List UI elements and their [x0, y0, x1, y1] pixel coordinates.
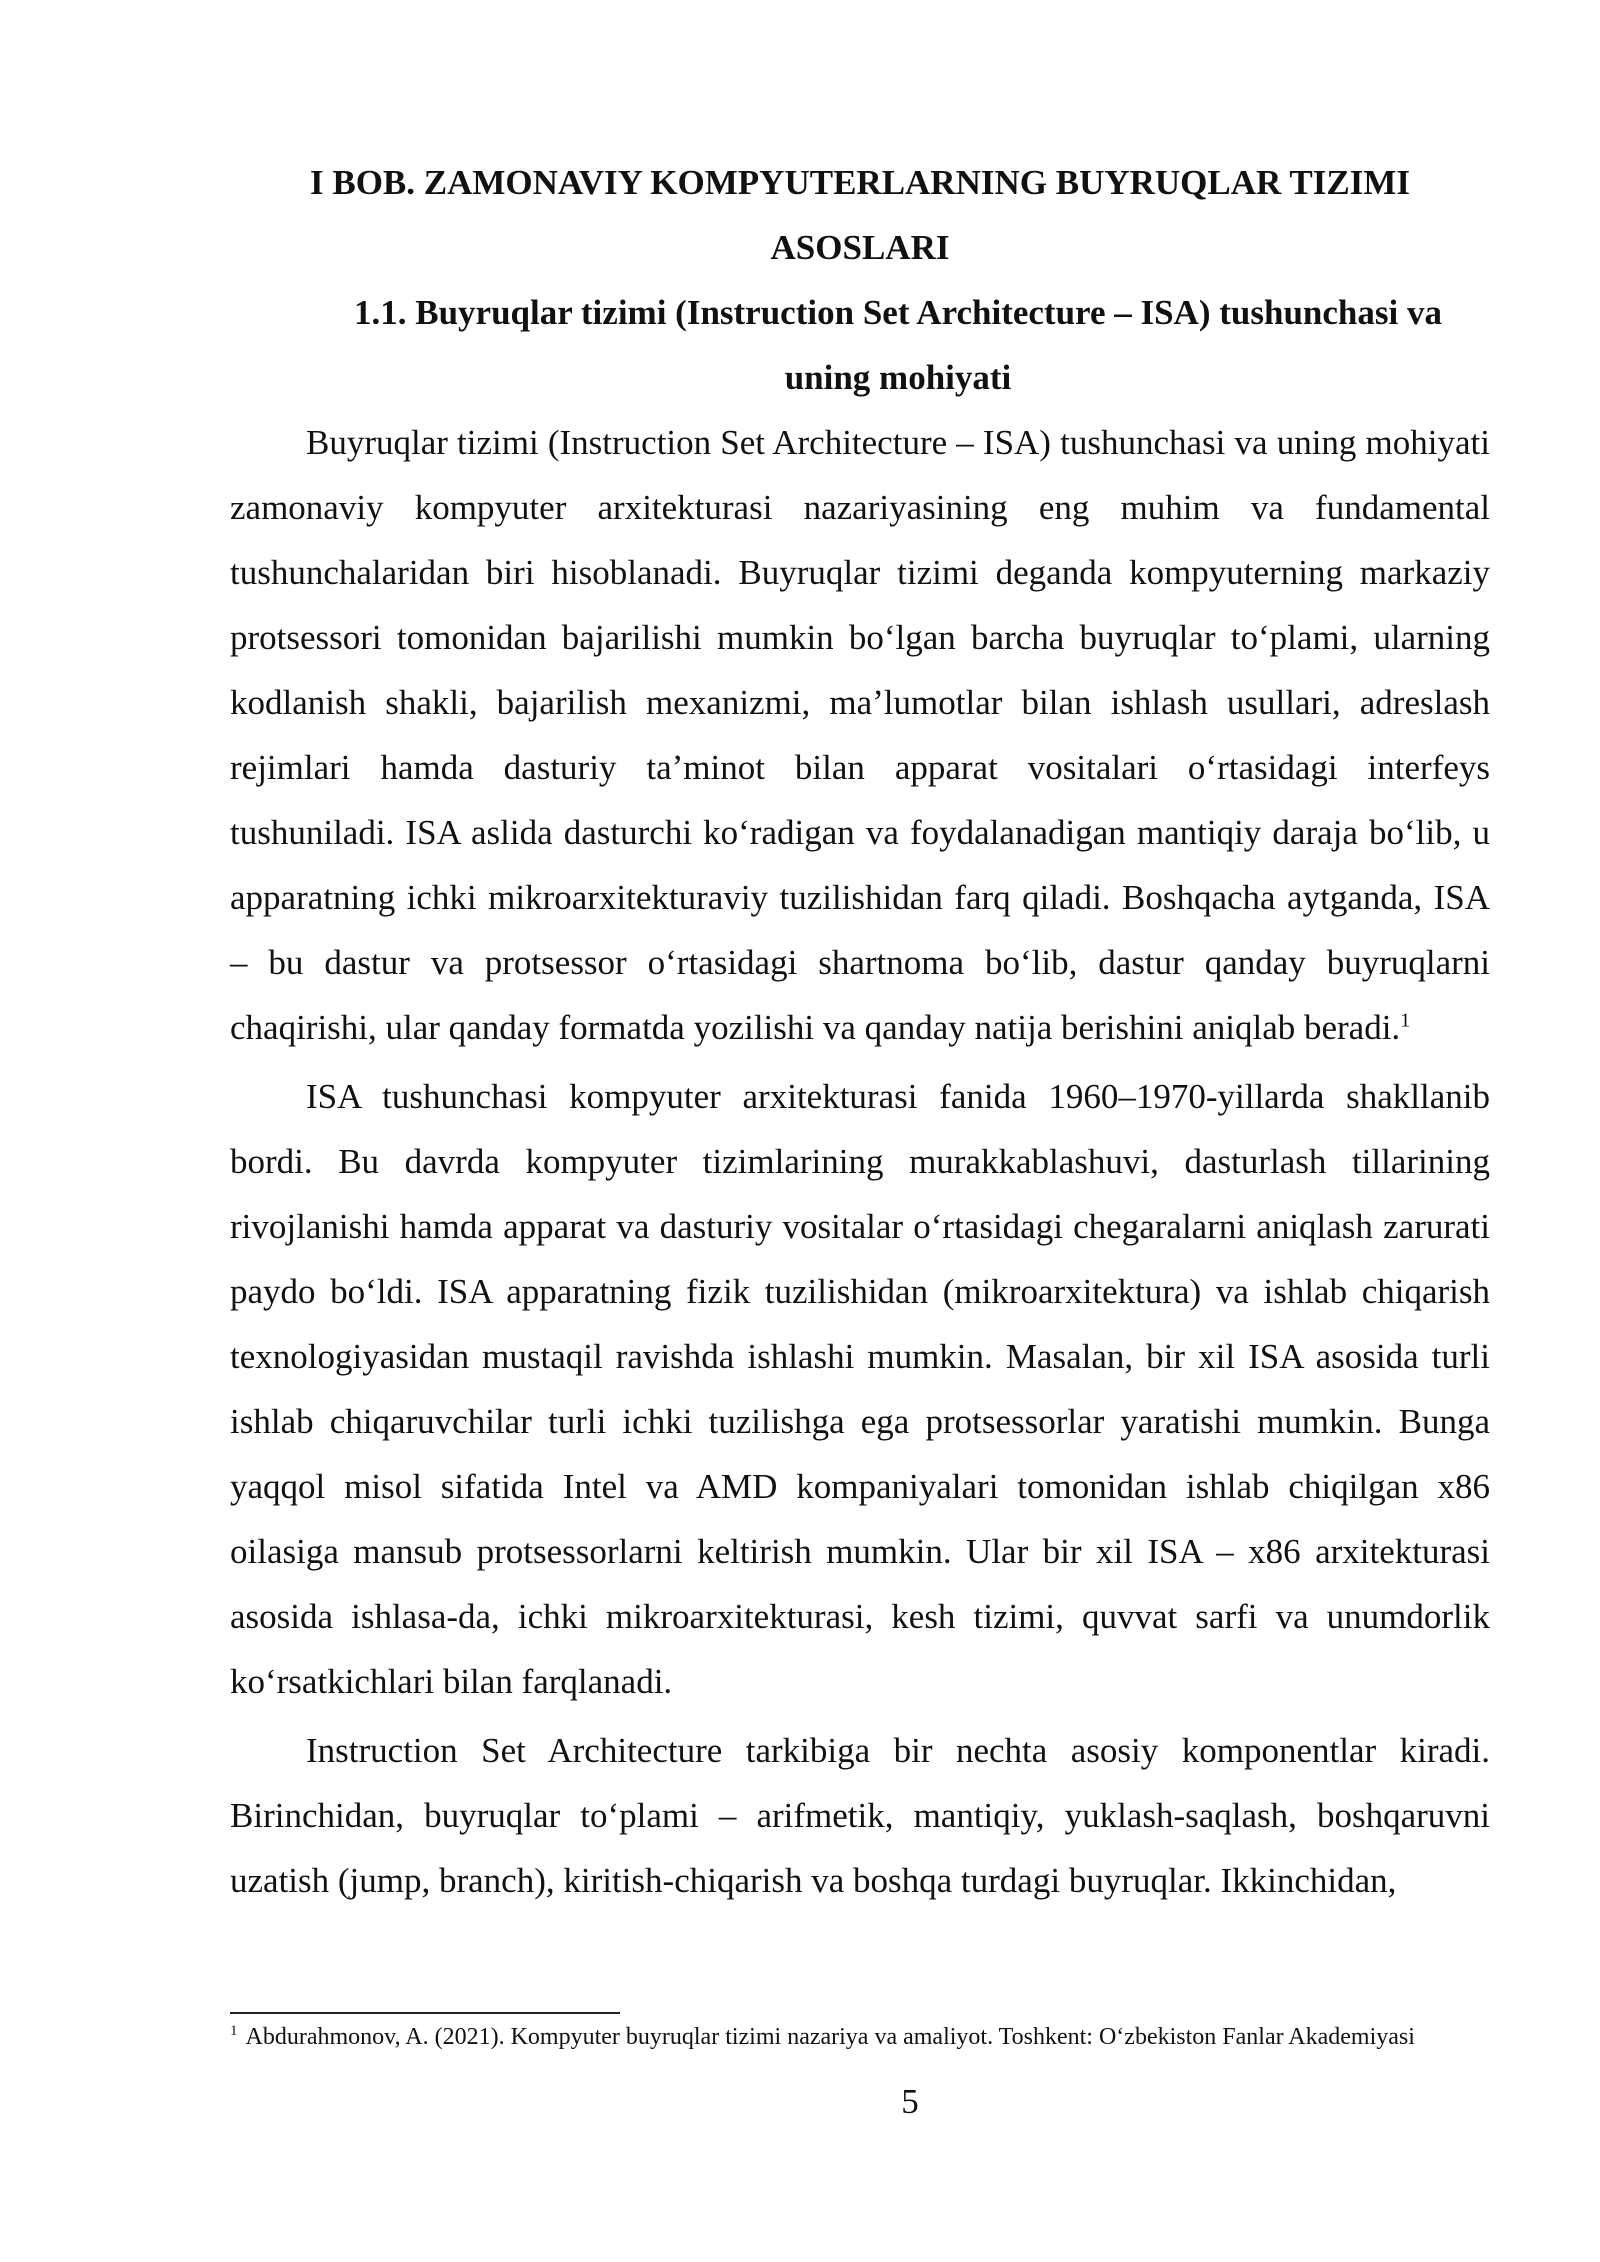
chapter-title-line1: I BOB. ZAMONAVIY KOMPYUTERLARNING BUYRUQLAR TIZIMI [309, 163, 1411, 202]
footnote [230, 2022, 1490, 2053]
footnote-separator [230, 2012, 620, 2014]
chapter-title-line2: ASOSLARI [770, 228, 950, 267]
footnote-number: 1 [230, 2023, 238, 2039]
footnote-text: Abdurahmonov, A. (2021). Kompyuter buyruqlar tizimi nazariya va amaliyot. Toshkent: Oʻzbekiston Fanlar Akademiyasi [245, 2024, 1415, 2050]
section-title-line1: 1.1. Buyruqlar tizimi (Instruction Set Architecture – ISA) tushunchasi va [354, 293, 1442, 332]
section-title-line2: uning mohiyati [784, 358, 1012, 397]
page-number: 5 [901, 2082, 919, 2121]
footnote-reference[interactable]: 1 [1400, 1009, 1411, 1032]
paragraph-2 [230, 1064, 1490, 1714]
section-title [230, 280, 1490, 410]
paragraph-3 [230, 1718, 1490, 1913]
document-page [230, 150, 1490, 1913]
paragraph-2-text: ISA tushunchasi kompyuter arxitekturasi fanida 1960–1970-yillarda shakllanib bordi. Bu davrda kompyuter tizimlarining murakkablashuvi, dasturlash tillarining rivojlanishi hamda apparat va dasturiy vositalar oʻrtasidagi chegaralarni aniqlash zarurati paydo boʻldi. ISA apparatning fizik tuzilishidan (mikroarxitektura) va ishlab chiqarish texnologiyasidan mustaqil ravishda ishlashi mumkin. Masalan, bir xil ISA asosida turli ishlab chiqaruvchilar turli ichki tuzilishga ega protsessorlar yaratishi mumkin. Bunga yaqqol misol sifatida Intel va AMD kompaniyalari tomonidan ishlab chiqilgan x86 oilasiga mansub protsessorlarni keltirish mumkin. Ular bir xil ISA – x86 arxitekturasi asosida ishlasa-da, ichki mikroarxitekturasi, kesh tizimi, quvvat sarfi va unumdorlik koʻrsatkichlari bilan farqlanadi. [230, 1077, 1490, 1701]
chapter-title [230, 150, 1490, 280]
paragraph-1 [230, 410, 1490, 1060]
paragraph-3-text: Instruction Set Architecture tarkibiga bir nechta asosiy komponentlar kiradi. Birinchidan, buyruqlar toʻplami – arifmetik, mantiqiy, yuklash-saqlash, boshqaruvni uzatish (jump, branch), kiritish-chiqarish va boshqa turdagi buyruqlar. Ikkinchidan, [230, 1731, 1490, 1900]
paragraph-1-text: Buyruqlar tizimi (Instruction Set Architecture – ISA) tushunchasi va uning mohiyati zamonaviy kompyuter arxitekturasi nazariyasining eng muhim va fundamental tushunchalaridan biri hisoblanadi. Buyruqlar tizimi deganda kompyuterning markaziy protsessori tomonidan bajarilishi mumkin boʻlgan barcha buyruqlar toʻplami, ularning kodlanish shakli, bajarilish mexanizmi, maʼlumotlar bilan ishlash usullari, adreslash rejimlari hamda dasturiy taʼminot bilan apparat vositalari oʻrtasidagi interfeys tushuniladi. ISA aslida dasturchi koʻradigan va foydalanadigan mantiqiy daraja boʻlib, u apparatning ichki mikroarxitekturaviy tuzilishidan farq qiladi. Boshqacha aytganda, ISA – bu dastur va protsessor oʻrtasidagi shartnoma boʻlib, dastur qanday buyruqlarni chaqirishi, ular qanday formatda yozilishi va qanday natija berishini aniqlab beradi. [230, 423, 1490, 1047]
